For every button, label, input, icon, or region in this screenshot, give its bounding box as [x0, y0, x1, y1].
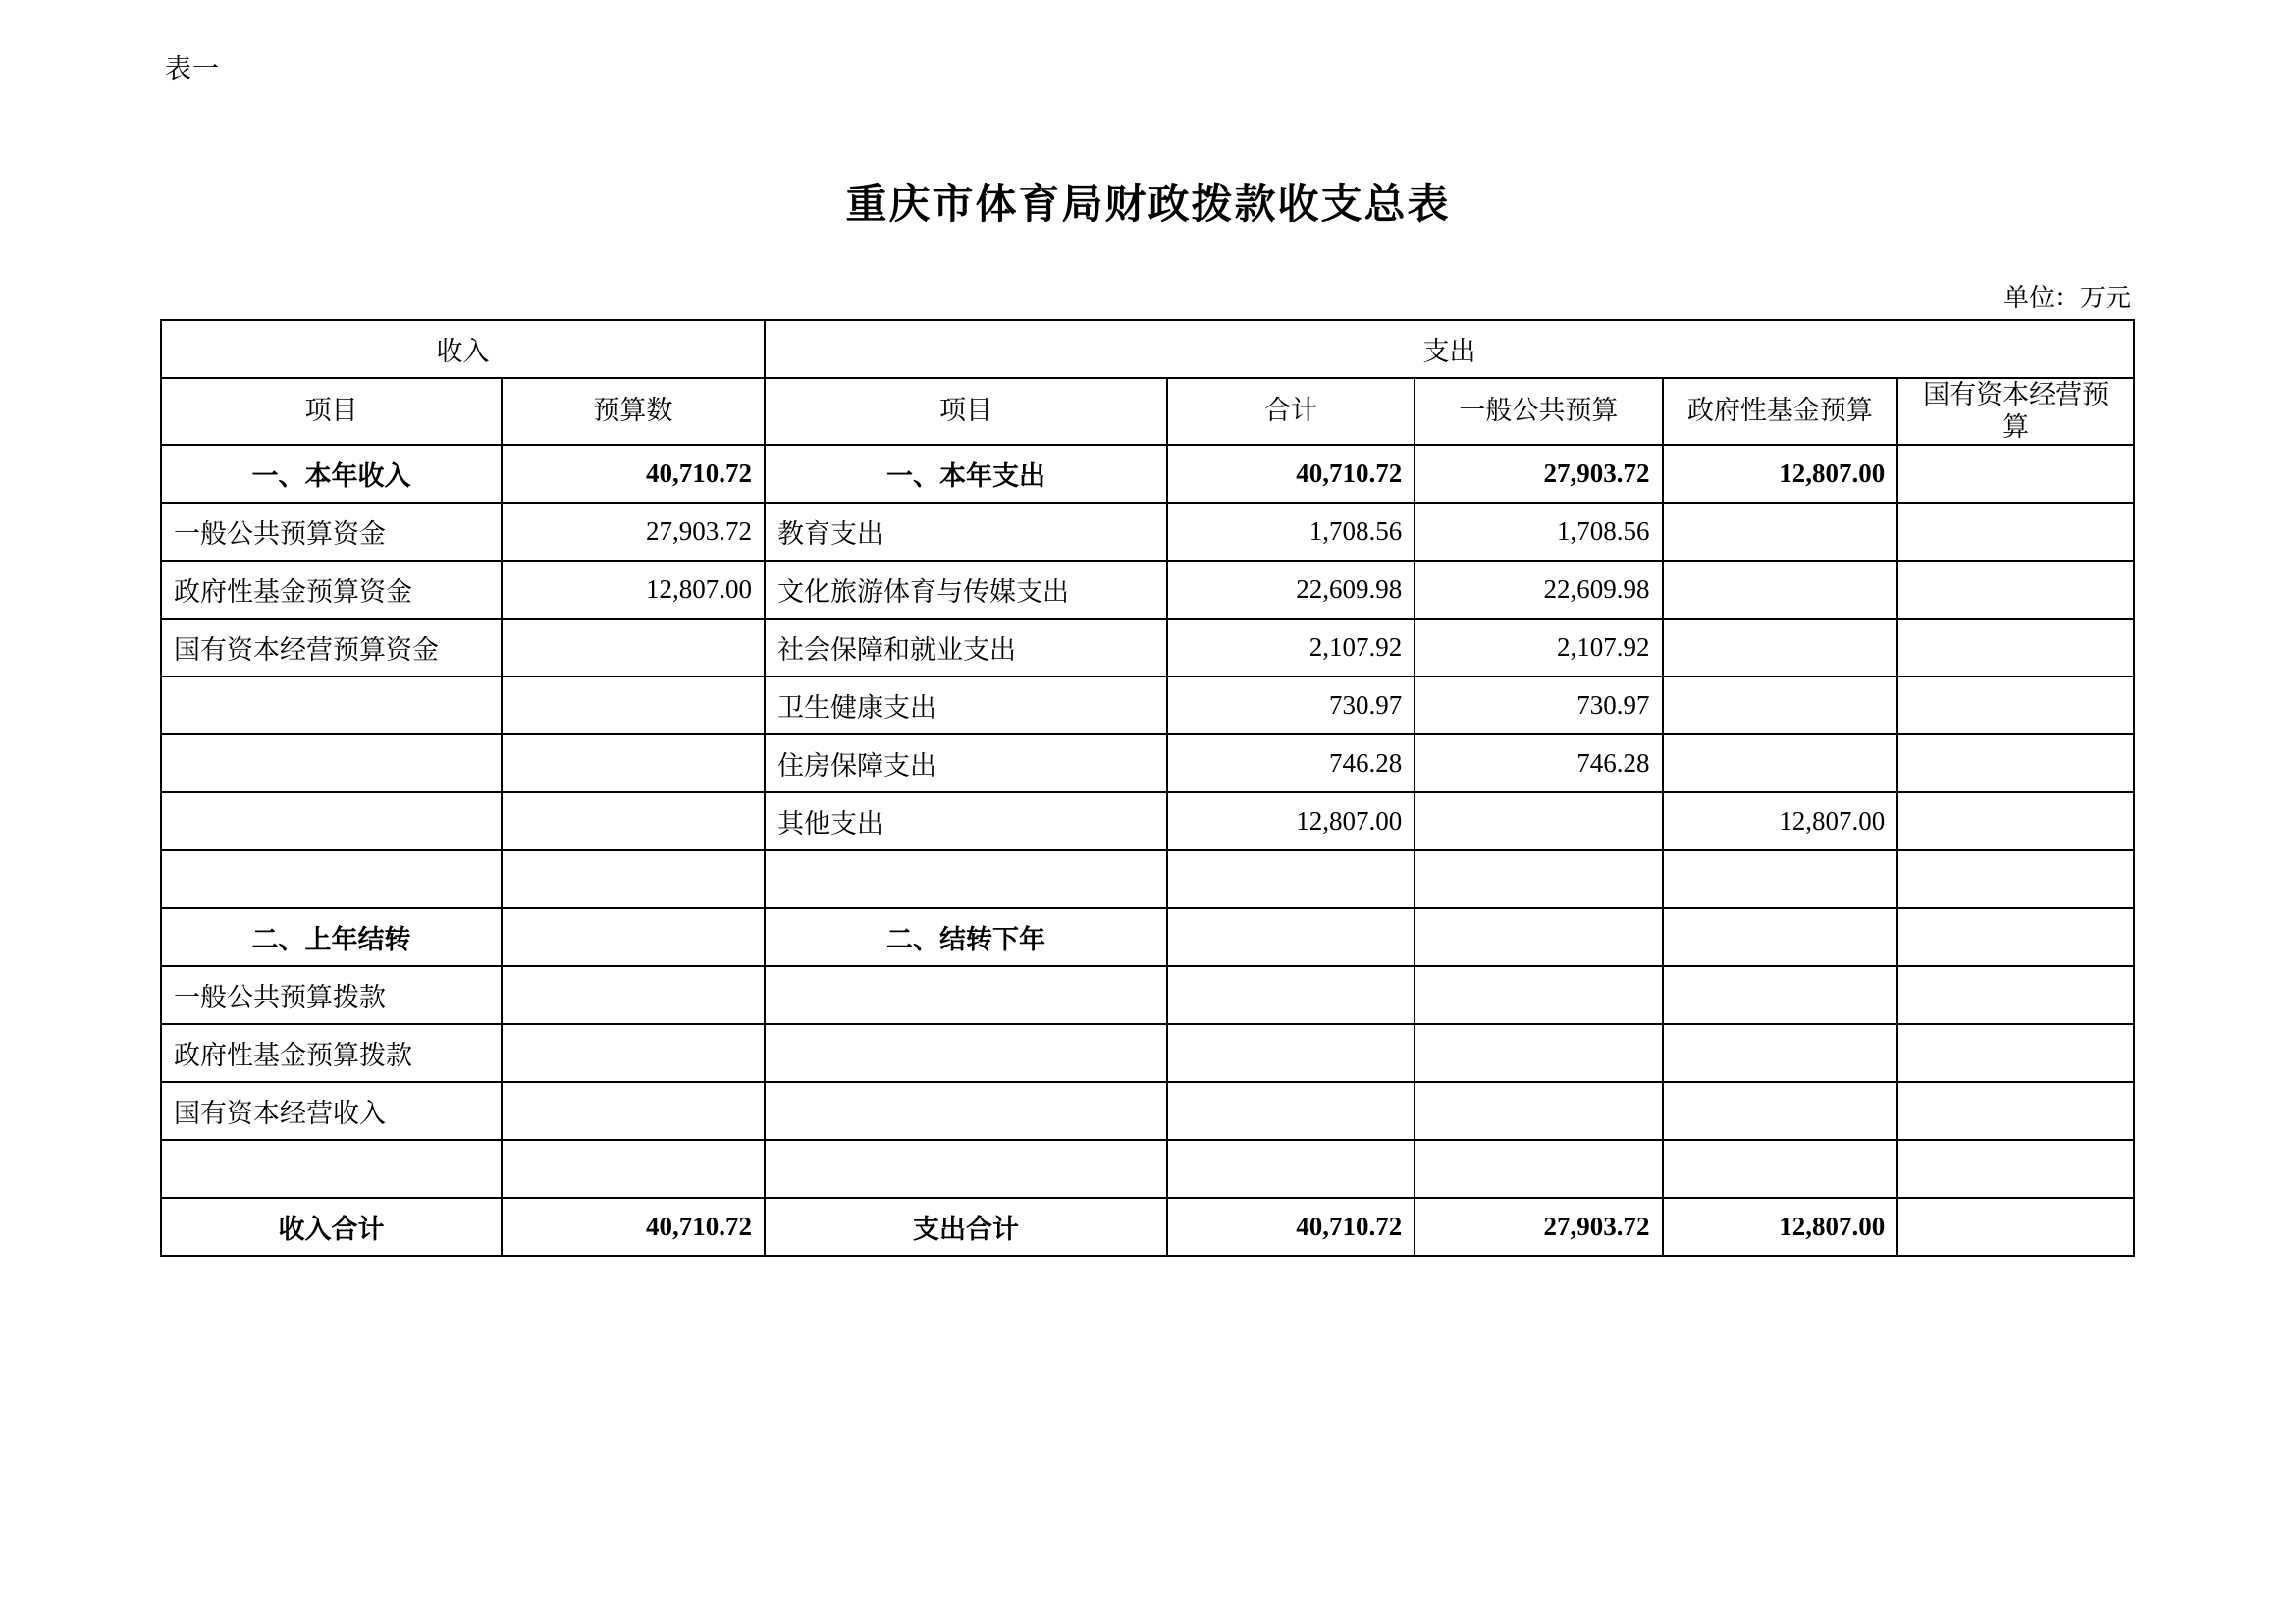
table-row [161, 561, 2134, 619]
cell-expense-item: 二、结转下年 [765, 908, 1167, 966]
cell-expense-state-capital [1897, 792, 2134, 850]
cell-expense-state-capital [1897, 1082, 2134, 1140]
cell-expense-gov-fund: 12,807.00 [1663, 1198, 1898, 1256]
cell-income-budget [502, 1024, 765, 1082]
cell-expense-item [765, 850, 1167, 908]
cell-expense-gov-fund [1663, 1024, 1898, 1082]
cell-expense-total: 730.97 [1167, 677, 1415, 734]
cell-expense-general-public: 1,708.56 [1415, 503, 1662, 561]
cell-income-item: 二、上年结转 [161, 908, 502, 966]
cell-expense-state-capital [1897, 561, 2134, 619]
cell-income-item: 国有资本经营收入 [161, 1082, 502, 1140]
cell-expense-general-public [1415, 966, 1662, 1024]
cell-income-item: 收入合计 [161, 1198, 502, 1256]
cell-expense-general-public: 2,107.92 [1415, 619, 1662, 677]
cell-expense-total [1167, 1082, 1415, 1140]
cell-income-item [161, 1140, 502, 1198]
cell-expense-state-capital [1897, 908, 2134, 966]
cell-expense-state-capital [1897, 677, 2134, 734]
cell-expense-item [765, 966, 1167, 1024]
cell-income-budget [502, 677, 765, 734]
cell-expense-general-public [1415, 1140, 1662, 1198]
table-row [161, 619, 2134, 677]
cell-income-budget [502, 734, 765, 792]
cell-expense-total: 746.28 [1167, 734, 1415, 792]
cell-expense-item: 其他支出 [765, 792, 1167, 850]
cell-expense-general-public: 27,903.72 [1415, 445, 1662, 503]
cell-income-item: 国有资本经营预算资金 [161, 619, 502, 677]
cell-expense-gov-fund [1663, 561, 1898, 619]
cell-expense-total: 40,710.72 [1167, 445, 1415, 503]
cell-expense-gov-fund [1663, 734, 1898, 792]
cell-income-budget: 40,710.72 [502, 1198, 765, 1256]
cell-income-budget [502, 792, 765, 850]
cell-income-item: 一般公共预算拨款 [161, 966, 502, 1024]
cell-income-item [161, 734, 502, 792]
cell-expense-general-public [1415, 792, 1662, 850]
column-header-gov-fund-budget: 政府性基金预算 [1663, 378, 1898, 445]
cell-income-budget: 40,710.72 [502, 445, 765, 503]
page-title: 重庆市体育局财政拨款收支总表 [845, 180, 1451, 228]
table-row [161, 792, 2134, 850]
cell-income-item: 政府性基金预算拨款 [161, 1024, 502, 1082]
cell-expense-item [765, 1140, 1167, 1198]
table-group-header-row [161, 320, 2134, 378]
cell-expense-total: 2,107.92 [1167, 619, 1415, 677]
cell-expense-general-public: 730.97 [1415, 677, 1662, 734]
unit-label: 单位：万元 [2002, 284, 2131, 312]
cell-expense-state-capital [1897, 850, 2134, 908]
table-row [161, 1082, 2134, 1140]
table-row [161, 445, 2134, 503]
cell-expense-item [765, 1082, 1167, 1140]
cell-expense-gov-fund: 12,807.00 [1663, 445, 1898, 503]
table-row [161, 850, 2134, 908]
cell-income-item [161, 792, 502, 850]
column-header-income-item: 项目 [161, 378, 502, 445]
cell-expense-general-public: 27,903.72 [1415, 1198, 1662, 1256]
group-header-expense: 支出 [765, 320, 2134, 378]
cell-income-budget [502, 966, 765, 1024]
cell-expense-item: 教育支出 [765, 503, 1167, 561]
column-header-expense-item: 项目 [765, 378, 1167, 445]
cell-income-budget [502, 619, 765, 677]
cell-expense-state-capital [1897, 734, 2134, 792]
cell-income-budget [502, 850, 765, 908]
cell-expense-gov-fund [1663, 908, 1898, 966]
cell-expense-item [765, 1024, 1167, 1082]
table-row [161, 1024, 2134, 1082]
column-header-state-capital-budget: 国有资本经营预算 [1897, 378, 2134, 445]
table-number-label: 表一 [165, 54, 220, 83]
cell-expense-total: 40,710.72 [1167, 1198, 1415, 1256]
cell-income-item: 一、本年收入 [161, 445, 502, 503]
cell-expense-general-public [1415, 908, 1662, 966]
cell-income-budget [502, 1082, 765, 1140]
cell-expense-general-public: 746.28 [1415, 734, 1662, 792]
group-header-income: 收入 [161, 320, 765, 378]
cell-expense-state-capital [1897, 1024, 2134, 1082]
cell-expense-item: 社会保障和就业支出 [765, 619, 1167, 677]
table-row [161, 908, 2134, 966]
table-row [161, 1198, 2134, 1256]
cell-income-budget [502, 1140, 765, 1198]
cell-expense-total: 22,609.98 [1167, 561, 1415, 619]
cell-expense-item: 卫生健康支出 [765, 677, 1167, 734]
cell-expense-gov-fund [1663, 1082, 1898, 1140]
cell-expense-general-public [1415, 1082, 1662, 1140]
cell-income-item: 一般公共预算资金 [161, 503, 502, 561]
cell-expense-gov-fund [1663, 850, 1898, 908]
cell-expense-general-public: 22,609.98 [1415, 561, 1662, 619]
table-row [161, 677, 2134, 734]
cell-expense-total [1167, 850, 1415, 908]
cell-income-item: 政府性基金预算资金 [161, 561, 502, 619]
cell-expense-gov-fund: 12,807.00 [1663, 792, 1898, 850]
cell-expense-state-capital [1897, 445, 2134, 503]
cell-income-budget: 12,807.00 [502, 561, 765, 619]
cell-expense-gov-fund [1663, 677, 1898, 734]
budget-table [160, 319, 2135, 1257]
cell-income-item [161, 677, 502, 734]
cell-expense-gov-fund [1663, 619, 1898, 677]
cell-expense-total [1167, 908, 1415, 966]
column-header-expense-total: 合计 [1167, 378, 1415, 445]
cell-expense-state-capital [1897, 503, 2134, 561]
cell-income-budget: 27,903.72 [502, 503, 765, 561]
cell-expense-item: 一、本年支出 [765, 445, 1167, 503]
column-header-income-budget: 预算数 [502, 378, 765, 445]
cell-expense-item: 住房保障支出 [765, 734, 1167, 792]
cell-expense-item: 文化旅游体育与传媒支出 [765, 561, 1167, 619]
cell-expense-general-public [1415, 1024, 1662, 1082]
table-row [161, 734, 2134, 792]
cell-expense-state-capital [1897, 1198, 2134, 1256]
cell-expense-total [1167, 1024, 1415, 1082]
table-row [161, 1140, 2134, 1198]
cell-expense-item: 支出合计 [765, 1198, 1167, 1256]
cell-expense-total [1167, 966, 1415, 1024]
table-row [161, 503, 2134, 561]
cell-income-budget [502, 908, 765, 966]
cell-expense-state-capital [1897, 966, 2134, 1024]
table-row [161, 966, 2134, 1024]
cell-expense-total [1167, 1140, 1415, 1198]
cell-expense-gov-fund [1663, 1140, 1898, 1198]
cell-expense-gov-fund [1663, 966, 1898, 1024]
cell-expense-gov-fund [1663, 503, 1898, 561]
cell-expense-state-capital [1897, 1140, 2134, 1198]
cell-income-item [161, 850, 502, 908]
cell-expense-total: 1,708.56 [1167, 503, 1415, 561]
cell-expense-state-capital [1897, 619, 2134, 677]
table-column-header-row [161, 378, 2134, 445]
cell-expense-general-public [1415, 850, 1662, 908]
cell-expense-total: 12,807.00 [1167, 792, 1415, 850]
column-header-general-public-budget: 一般公共预算 [1415, 378, 1662, 445]
